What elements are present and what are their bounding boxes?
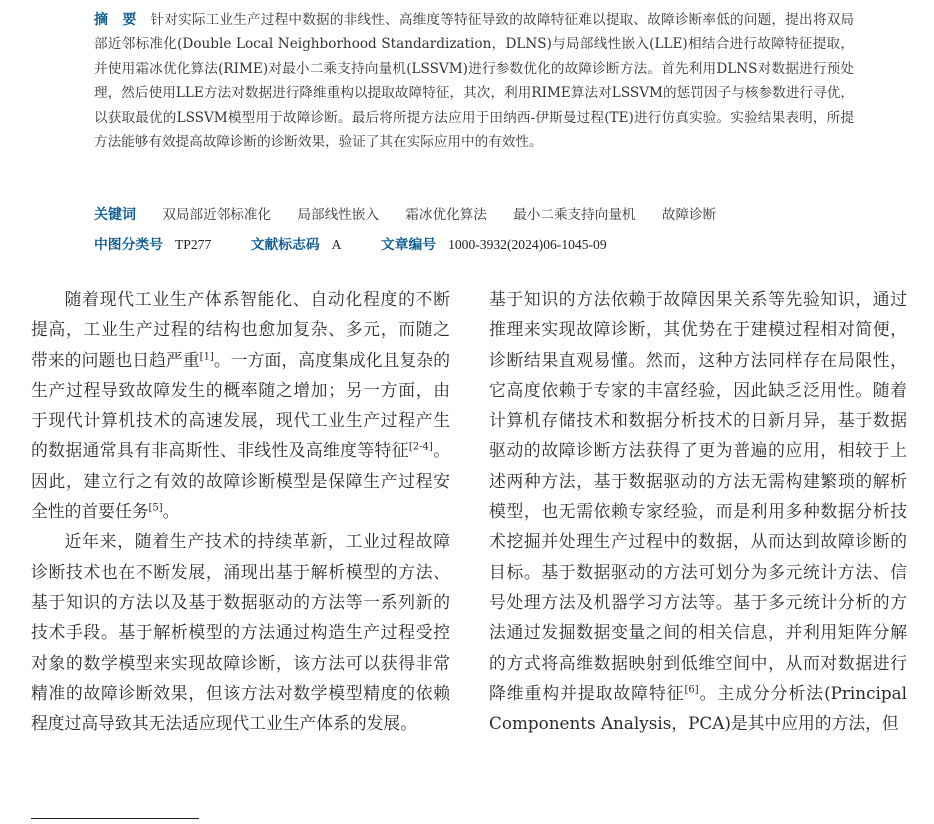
article-number-label: 文章编号	[380, 237, 437, 253]
citation: [6]	[684, 684, 699, 696]
classification-row	[94, 233, 607, 253]
citation: [1]	[199, 351, 214, 362]
keyword: 双局部近邻标准化	[162, 207, 272, 223]
body-column-right	[489, 284, 907, 738]
text-run: 基于知识的方法依赖于故障因果关系等先验知识，通过推理来实现故障诊断，其优势在于建模过程相对简便，诊断结果直观易懂。然而，这种方法同样存在局限性，它高度依赖于专家的丰富经验，因此缺乏泛用性。随着计算机存储技术和数据分析技术的日新月异，基于数据驱动的故障诊断方法获得了更为普遍的应用，相较于上述两种方法，基于数据驱动的方法无需构建繁琐的解析模型，也无需依赖专家经验，而是利用多种数据分析技术挖掘并处理生产过程中的数据，从而达到故障诊断的目标。基于数据驱动的方法可划分为多元统计方法、信号处理方法及机器学习方法等。基于多元统计分析的方法通过发掘数据变量之间的相关信息，并利用矩阵分解的方式将高维数据映射到低维空间中，从而对数据进行降维重构并提取故障特征	[489, 289, 907, 703]
intro-paragraph-2: 近年来，随着生产技术的持续革新，工业过程故障诊断技术也在不断发展，涌现出基于解析模型的方法、基于知识的方法以及基于数据驱动的方法等一系列新的技术手段。基于解析模型的方法通过构造生产过程受控对象的数学模型来实现故障诊断，该方法可以获得非常精准的故障诊断效果，但该方法对数学模型精度的依赖程度过高导致其无法适应现代工业生产体系的发展。	[31, 531, 450, 734]
abstract-text: 针对实际工业生产过程中数据的非线性、高维度等特征导致的故障特征难以提取、故障诊断率低的问题，提出将双局部近邻标准化(Double Local Neighborhood Standardization，DLNS)与局部线性嵌入(LLE)相结合进行故障特征提取，并使用霜冰优化算法(RIME)对最小二乘支持向量机(LSSVM)进行参数优化的故障诊断方法。首先利用DLNS对数据进行预处理，然后使用LLE方法对数据进行降维重构以提取故障特征，其次，利用RIME算法对LSSVM的惩罚因子与核参数进行寻优，以获取最优的LSSVM模型用于故障诊断。最后将所提方法应用于田纳西-伊斯曼过程(TE)进行仿真实验。实验结果表明，所提方法能够有效提高故障诊断的诊断效果，验证了其在实际应用中的有效性。	[94, 12, 855, 151]
article-number-value: 1000-3932(2024)06-1045-09	[448, 237, 607, 252]
citation: [5]	[148, 502, 163, 514]
keyword: 故障诊断	[661, 207, 717, 223]
keywords	[94, 203, 716, 224]
text-run: 随着现代工业生产体系智能化、自动化程度的不断提高，工业生产过程的结构也愈加复杂、多元，而随之带来的问题也日趋严重	[31, 289, 450, 370]
keyword: 霜冰优化算法	[405, 207, 487, 223]
clc-label: 中图分类号	[94, 237, 163, 253]
intro-paragraph-2-continued	[489, 284, 907, 738]
text-run: 。	[162, 501, 180, 522]
footnote-rule	[31, 818, 199, 819]
body-column-left	[31, 284, 450, 738]
keywords-label: 关键词	[94, 207, 136, 223]
keyword: 局部线性嵌入	[297, 207, 379, 223]
keyword: 最小二乘支持向量机	[513, 207, 636, 223]
abstract-label: 摘 要	[94, 12, 137, 28]
abstract	[94, 8, 854, 154]
text-run: 。主成分分析法(Principal Components Analysis，PCA)是其中应用的方法，但	[489, 682, 907, 734]
text-run: 。一方面，高度集成化且复杂的生产过程导致故障发生的概率随之增加；另一方面，由于现代计算机技术的高速发展，现代工业生产过程产生的数据通常具有非高斯性、非线性及高维度等特征	[31, 349, 450, 461]
clc-value: TP277	[174, 237, 212, 252]
doc-code-value: A	[331, 237, 342, 252]
text-run: 。因此，建立行之有效的故障诊断模型是保障生产过程安全性的首要任务	[31, 440, 450, 522]
citation: [2-4]	[408, 441, 433, 453]
doc-code-label: 文献标志码	[250, 237, 320, 253]
intro-paragraph-1	[31, 284, 450, 526]
